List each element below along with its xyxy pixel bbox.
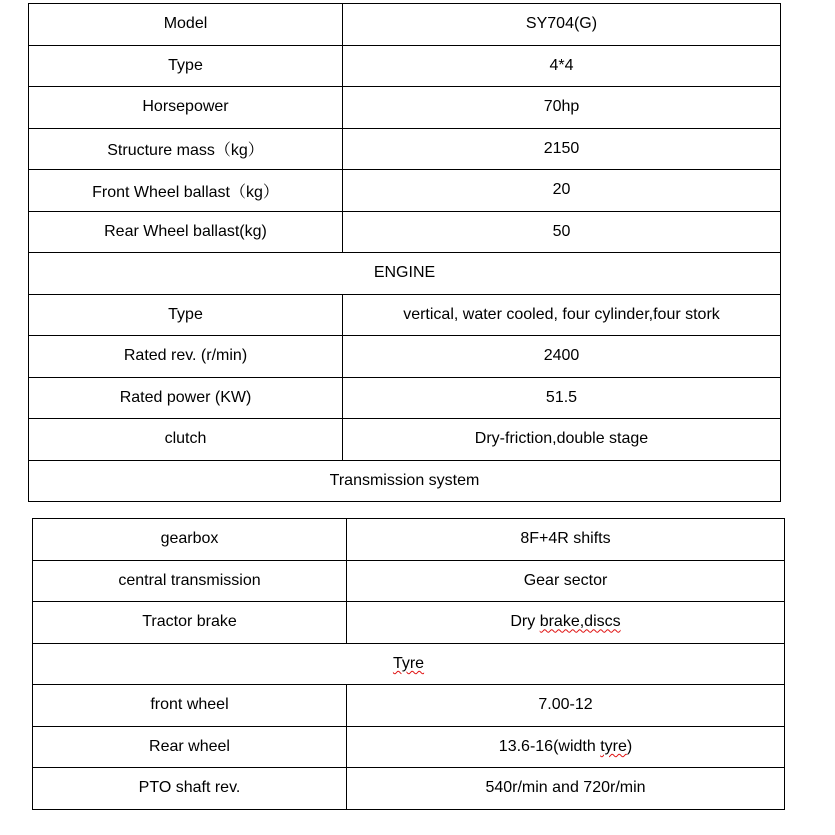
row-label: Front Wheel ballast（kg）	[29, 170, 343, 212]
row-value	[347, 602, 785, 644]
row-label: Tractor brake	[33, 602, 347, 644]
row-label: PTO shaft rev.	[33, 768, 347, 810]
section-header-row	[33, 643, 785, 685]
row-label: Structure mass（kg）	[29, 128, 343, 170]
row-value: SY704(G)	[343, 4, 781, 46]
table-row	[33, 768, 785, 810]
section-header-row	[29, 253, 781, 295]
row-label: clutch	[29, 419, 343, 461]
row-value: 50	[343, 211, 781, 253]
row-label: Rear wheel	[33, 726, 347, 768]
table-row	[29, 87, 781, 129]
table-row	[29, 211, 781, 253]
table-row	[33, 519, 785, 561]
spellcheck-marked-text: brake,discs	[539, 613, 621, 631]
table-row	[29, 377, 781, 419]
row-label: Rear Wheel ballast(kg)	[29, 211, 343, 253]
row-label: Rated power (KW)	[29, 377, 343, 419]
table-row	[33, 726, 785, 768]
table-row	[29, 128, 781, 170]
row-label: Type	[29, 294, 343, 336]
row-label: Type	[29, 45, 343, 87]
table-row	[29, 419, 781, 461]
row-value: 2400	[343, 336, 781, 378]
spellcheck-marked-text: Tyre	[392, 654, 425, 672]
row-value	[347, 726, 785, 768]
row-value: 70hp	[343, 87, 781, 129]
transmission-header: Transmission system	[29, 460, 781, 502]
row-value: 7.00-12	[347, 685, 785, 727]
value-text: 13.6-16(width	[498, 737, 601, 755]
row-label: Horsepower	[29, 87, 343, 129]
row-value: 20	[343, 170, 781, 212]
row-value: vertical, water cooled, four cylinder,four stork	[343, 294, 781, 336]
row-value: 8F+4R shifts	[347, 519, 785, 561]
row-label: central transmission	[33, 560, 347, 602]
table-row	[33, 602, 785, 644]
value-text: Dry	[510, 613, 540, 631]
engine-header: ENGINE	[29, 253, 781, 295]
table-row	[33, 685, 785, 727]
table-row	[29, 45, 781, 87]
row-value: Gear sector	[347, 560, 785, 602]
table-row	[29, 4, 781, 46]
row-label: gearbox	[33, 519, 347, 561]
row-label: front wheel	[33, 685, 347, 727]
section-header-row	[29, 460, 781, 502]
table-row	[29, 294, 781, 336]
table-row	[29, 170, 781, 212]
row-value: 51.5	[343, 377, 781, 419]
row-value: 4*4	[343, 45, 781, 87]
row-value: 540r/min and 720r/min	[347, 768, 785, 810]
row-label: Rated rev. (r/min)	[29, 336, 343, 378]
table-row	[33, 560, 785, 602]
row-value: 2150	[343, 128, 781, 170]
table-row	[29, 336, 781, 378]
spec-table-secondary	[32, 518, 785, 810]
row-value: Dry-friction,double stage	[343, 419, 781, 461]
spec-table-main	[28, 3, 781, 502]
spellcheck-marked-text: tyre	[600, 737, 627, 755]
tyre-header	[33, 643, 785, 685]
row-label: Model	[29, 4, 343, 46]
value-text: )	[626, 737, 633, 755]
